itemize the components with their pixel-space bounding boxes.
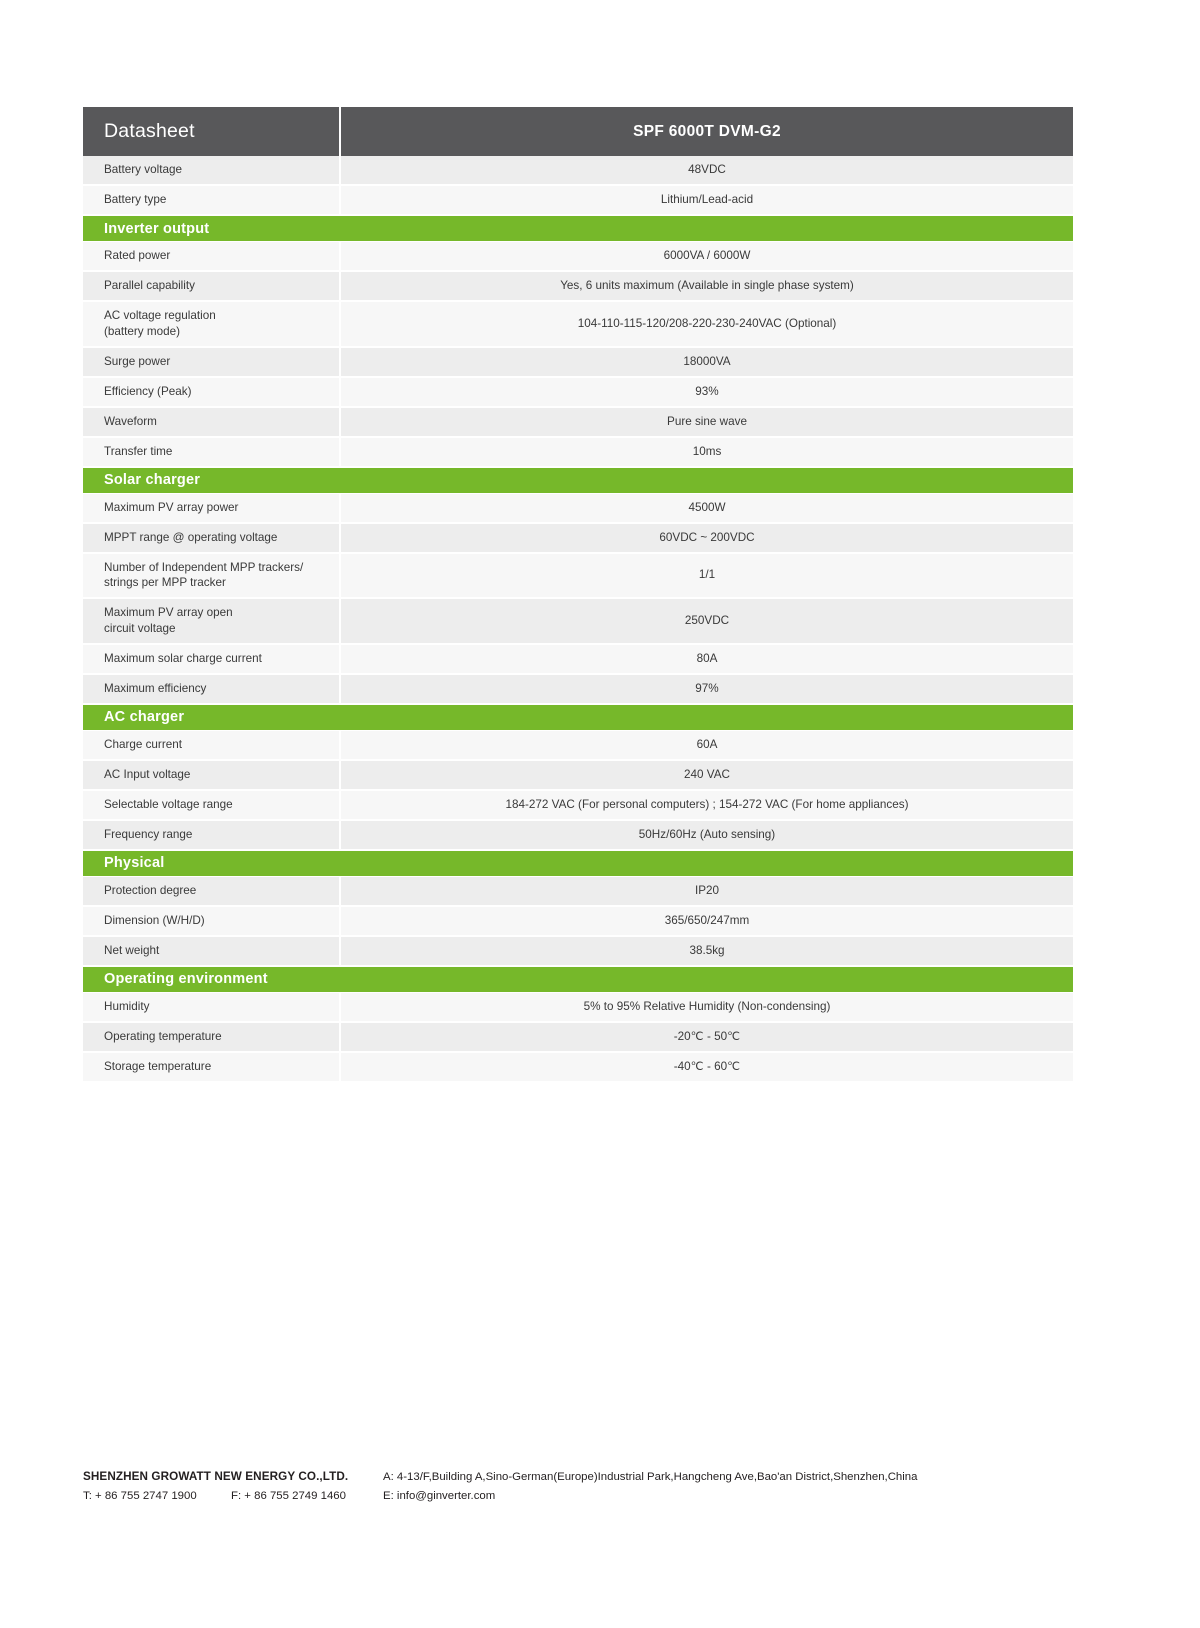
row-label: Net weight	[83, 937, 341, 965]
section-header-inverter-output: Inverter output	[83, 216, 1073, 241]
row-value: -40℃ - 60℃	[341, 1053, 1073, 1081]
row-label: Surge power	[83, 348, 341, 376]
row-value: Pure sine wave	[341, 408, 1073, 436]
row-value: 97%	[341, 675, 1073, 703]
row-label: Selectable voltage range	[83, 791, 341, 819]
contact-phone-group	[83, 1490, 383, 1502]
section-header-ac-charger: AC charger	[83, 705, 1073, 730]
company-address: A: 4-13/F,Building A,Sino-German(Europe)Industrial Park,Hangcheng Ave,Bao'an District,Shenzhen,China	[383, 1471, 918, 1483]
table-row	[83, 378, 1073, 406]
row-value: 80A	[341, 645, 1073, 673]
row-value: 93%	[341, 378, 1073, 406]
row-value: 10ms	[341, 438, 1073, 466]
row-label: Waveform	[83, 408, 341, 436]
row-label: MPPT range @ operating voltage	[83, 524, 341, 552]
model-name: SPF 6000T DVM-G2	[633, 122, 781, 140]
table-row	[83, 821, 1073, 849]
table-row	[83, 993, 1073, 1021]
row-label: Charge current	[83, 731, 341, 759]
row-value: 18000VA	[341, 348, 1073, 376]
table-row	[83, 1023, 1073, 1051]
table-row	[83, 186, 1073, 214]
row-label: Parallel capability	[83, 272, 341, 300]
footer-line-2	[83, 1490, 1083, 1502]
row-value: Lithium/Lead-acid	[341, 186, 1073, 214]
row-label: Maximum PV array open circuit voltage	[83, 599, 341, 643]
row-label: Dimension (W/H/D)	[83, 907, 341, 935]
table-row	[83, 494, 1073, 522]
table-row	[83, 761, 1073, 789]
row-value: 38.5kg	[341, 937, 1073, 965]
table-row	[83, 877, 1073, 905]
row-label: Maximum solar charge current	[83, 645, 341, 673]
row-value: 5% to 95% Relative Humidity (Non-condensing)	[341, 993, 1073, 1021]
row-value: 60VDC ~ 200VDC	[341, 524, 1073, 552]
row-label: Operating temperature	[83, 1023, 341, 1051]
table-row	[83, 302, 1073, 346]
row-label: Efficiency (Peak)	[83, 378, 341, 406]
row-value: Yes, 6 units maximum (Available in single phase system)	[341, 272, 1073, 300]
table-row	[83, 907, 1073, 935]
row-value: 50Hz/60Hz (Auto sensing)	[341, 821, 1073, 849]
row-label: Battery type	[83, 186, 341, 214]
spec-table	[83, 107, 1073, 1081]
row-label: Frequency range	[83, 821, 341, 849]
row-value: 250VDC	[341, 599, 1073, 643]
row-label: Rated power	[83, 242, 341, 270]
row-value: 240 VAC	[341, 761, 1073, 789]
table-row	[83, 599, 1073, 643]
section-header-operating-environment: Operating environment	[83, 967, 1073, 992]
row-label: AC voltage regulation (battery mode)	[83, 302, 341, 346]
page-title: Datasheet	[83, 107, 341, 156]
row-label: Protection degree	[83, 877, 341, 905]
table-row	[83, 524, 1073, 552]
row-value: 4500W	[341, 494, 1073, 522]
row-label: Battery voltage	[83, 156, 341, 184]
footer-line-1	[83, 1470, 1083, 1483]
table-row	[83, 156, 1073, 184]
table-row	[83, 645, 1073, 673]
company-name: SHENZHEN GROWATT NEW ENERGY CO.,LTD.	[83, 1470, 349, 1483]
row-value: 48VDC	[341, 156, 1073, 184]
table-row	[83, 937, 1073, 965]
table-row	[83, 1053, 1073, 1081]
fax: F: + 86 755 2749 1460	[231, 1490, 346, 1502]
row-label: Transfer time	[83, 438, 341, 466]
row-label: Storage temperature	[83, 1053, 341, 1081]
table-header	[83, 107, 1073, 156]
row-value: 1/1	[341, 554, 1073, 598]
page-footer	[83, 1470, 1083, 1502]
table-row	[83, 408, 1073, 436]
row-value: 60A	[341, 731, 1073, 759]
section-header-solar-charger: Solar charger	[83, 468, 1073, 493]
row-value: 184-272 VAC (For personal computers) ; 154-272 VAC (For home appliances)	[341, 791, 1073, 819]
row-value: -20℃ - 50℃	[341, 1023, 1073, 1051]
table-row	[83, 554, 1073, 598]
row-label: Maximum efficiency	[83, 675, 341, 703]
table-row	[83, 348, 1073, 376]
section-header-physical: Physical	[83, 851, 1073, 876]
email: E: info@ginverter.com	[383, 1490, 496, 1502]
table-row	[83, 242, 1073, 270]
row-value: 6000VA / 6000W	[341, 242, 1073, 270]
row-value: 365/650/247mm	[341, 907, 1073, 935]
table-row	[83, 731, 1073, 759]
row-value: 104-110-115-120/208-220-230-240VAC (Optional)	[341, 302, 1073, 346]
row-label: Number of Independent MPP trackers/ strings per MPP tracker	[83, 554, 341, 598]
table-row	[83, 272, 1073, 300]
table-row	[83, 675, 1073, 703]
table-row	[83, 791, 1073, 819]
row-value: IP20	[341, 877, 1073, 905]
row-label: Maximum PV array power	[83, 494, 341, 522]
telephone: T: + 86 755 2747 1900	[83, 1490, 197, 1502]
row-label: Humidity	[83, 993, 341, 1021]
table-row	[83, 438, 1073, 466]
row-label: AC Input voltage	[83, 761, 341, 789]
